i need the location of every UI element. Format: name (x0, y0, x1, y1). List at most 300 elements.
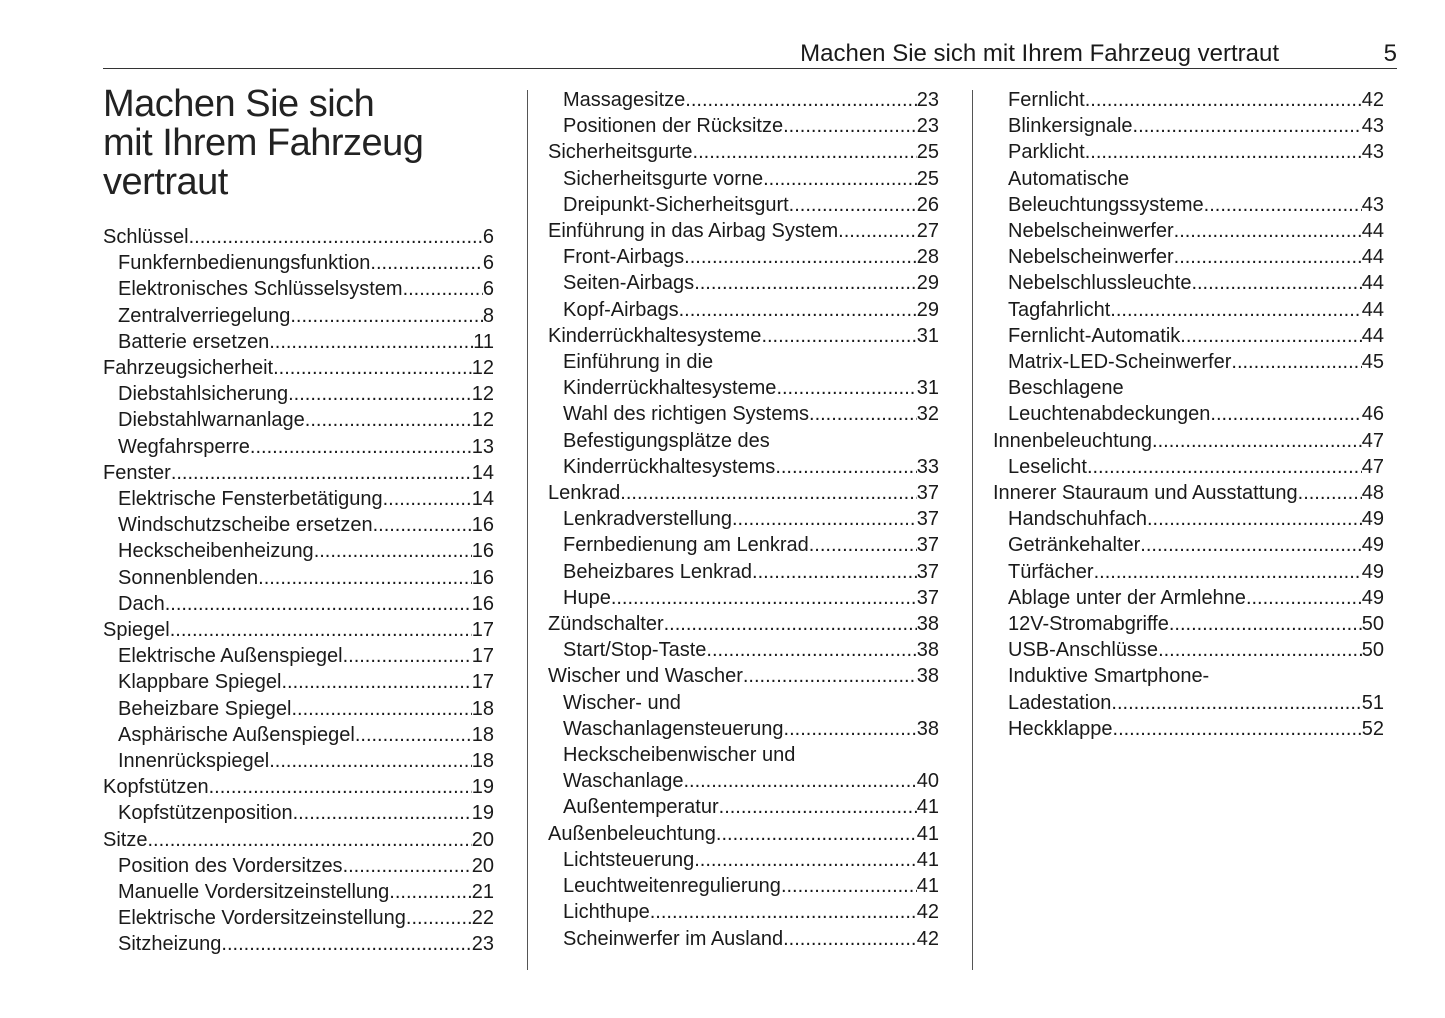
toc-subentry[interactable] (103, 512, 494, 538)
toc-entry-title: Elektrische Fensterbetätigung (118, 488, 383, 511)
toc-entry-page: 8 (482, 304, 494, 327)
toc-subentry[interactable] (103, 565, 494, 591)
toc-entry-page: 25 (916, 141, 939, 164)
toc-entry-prefix[interactable]: Induktive Smartphone- (1008, 665, 1210, 688)
toc-entry-title: Matrix-LED-Scheinwerfer (1008, 351, 1232, 374)
toc-entry-page: 12 (471, 357, 494, 380)
toc-subentry[interactable] (103, 250, 494, 276)
toc-entry-title: Zentralverriegelung (118, 304, 291, 327)
dot-leader (1133, 113, 1362, 139)
toc-entry-page: 42 (916, 901, 939, 924)
toc-entry-title: Batterie ersetzen (118, 330, 270, 353)
dot-leader (269, 748, 472, 774)
toc-entry-page: 18 (471, 723, 494, 746)
page-title-line: vertraut (103, 161, 228, 203)
toc-entry-page: 23 (916, 115, 939, 138)
toc-entry-page: 14 (471, 461, 494, 484)
toc-entry-title: Blinkersignale (1008, 115, 1133, 138)
toc-entry-title: Massagesitze (563, 89, 686, 111)
toc-entry-title: Position des Vordersitzes (118, 854, 343, 877)
toc-entry-page: 26 (916, 193, 939, 216)
dot-leader (403, 276, 483, 302)
toc-entry-page: 49 (1361, 560, 1384, 583)
toc-entry-title: Beleuchtungssysteme (1008, 193, 1204, 216)
toc-subentry[interactable] (548, 401, 939, 427)
dot-leader (189, 224, 483, 250)
toc-entry-page: 14 (471, 488, 494, 511)
toc-entry-prefix[interactable]: Beschlagene (1008, 377, 1124, 400)
toc-entry-page: 29 (916, 272, 939, 295)
toc-subentry[interactable] (103, 434, 494, 460)
toc-entry-page: 47 (1361, 429, 1384, 452)
toc-entry-title: Front-Airbags (563, 246, 685, 269)
dot-leader (343, 853, 472, 879)
toc-entry-page: 6 (482, 226, 494, 248)
toc-entry-title: Windschutzscheibe ersetzen (118, 514, 373, 537)
toc-subentry[interactable] (993, 506, 1384, 532)
toc-entry-title: Parklicht (1008, 141, 1085, 164)
dot-leader (789, 192, 917, 218)
toc-entry[interactable] (548, 611, 939, 637)
dot-leader (165, 591, 472, 617)
toc-subentry[interactable] (548, 297, 939, 323)
toc-entry-page: 41 (916, 875, 939, 898)
toc-entry-prefix[interactable]: Einführung in die (563, 351, 714, 374)
toc-entry[interactable] (548, 218, 939, 244)
toc-entry-page: 23 (916, 89, 939, 111)
toc-subentry[interactable] (548, 899, 939, 925)
toc-entry-page: 41 (916, 848, 939, 871)
toc-entry-title: Leuchtenabdeckungen (1008, 403, 1211, 426)
toc-subentry[interactable] (548, 585, 939, 611)
toc-entry-page: 44 (1361, 324, 1384, 347)
toc-entry-title: Leselicht (1008, 455, 1087, 478)
dot-leader (743, 663, 917, 689)
toc-column-2 (548, 87, 939, 952)
dot-leader (147, 827, 471, 853)
toc-subentry[interactable] (103, 407, 494, 433)
dot-leader (664, 611, 917, 637)
toc-entry-page: 28 (916, 246, 939, 269)
dot-leader (719, 794, 917, 820)
toc-subentry[interactable] (103, 800, 494, 826)
dot-leader (809, 401, 917, 427)
toc-subentry[interactable] (993, 532, 1384, 558)
toc-entry-title: Kopfstützenposition (118, 802, 293, 825)
dot-leader (290, 303, 483, 329)
toc-entry-page: 17 (471, 619, 494, 642)
toc-entry-title: Einführung in das Airbag System (548, 220, 839, 243)
dot-leader (683, 768, 916, 794)
toc-entry[interactable] (993, 428, 1384, 454)
toc-entry-page: 40 (916, 770, 939, 793)
toc-entry-page: 46 (1361, 403, 1384, 426)
toc-entry-page: 42 (916, 927, 939, 950)
toc-entry-prefix[interactable]: Befestigungsplätze des (563, 429, 770, 452)
toc-entry-page: 19 (471, 776, 494, 799)
toc-entry-title: Ladestation (1008, 691, 1112, 714)
dot-leader (373, 512, 472, 538)
toc-subentry[interactable] (103, 669, 494, 695)
toc-entry-page: 25 (916, 167, 939, 190)
toc-entry-title: Manuelle Vordersitzeinstellung (118, 881, 390, 904)
dot-leader (684, 244, 917, 270)
toc-subentry[interactable] (103, 591, 494, 617)
column-divider (972, 90, 973, 970)
toc-entry-page: 41 (916, 796, 939, 819)
toc-subentry[interactable] (103, 276, 494, 302)
dot-leader (389, 879, 471, 905)
dot-leader (209, 774, 472, 800)
toc-entry-page: 38 (916, 639, 939, 662)
dot-leader (1111, 690, 1361, 716)
toc-entry[interactable] (993, 480, 1384, 506)
toc-subentry[interactable] (993, 297, 1384, 323)
toc-entry-title: Handschuhfach (1008, 508, 1147, 531)
toc-subentry[interactable] (993, 690, 1384, 716)
toc-subentry[interactable] (993, 218, 1384, 244)
header-title: Machen Sie sich mit Ihrem Fahrzeug vertraut (800, 40, 1279, 67)
toc-subentry[interactable] (993, 113, 1384, 139)
toc-subentry[interactable] (993, 637, 1384, 663)
toc-subentry[interactable] (993, 139, 1384, 165)
toc-entry-page: 43 (1361, 193, 1384, 216)
toc-entry-title: Schlüssel (103, 226, 189, 248)
toc-entry-page: 6 (482, 252, 494, 275)
toc-subentry[interactable] (103, 486, 494, 512)
dot-leader (1110, 297, 1361, 323)
toc-entry-title: Sitzheizung (118, 933, 222, 956)
toc-subentry[interactable] (993, 559, 1384, 585)
page-title-line: Machen Sie sich (103, 83, 375, 125)
toc-subentry[interactable] (993, 192, 1384, 218)
dot-leader (383, 486, 472, 512)
toc-subentry[interactable] (548, 532, 939, 558)
toc-entry-page: 29 (916, 298, 939, 321)
toc-entry-page: 33 (916, 455, 939, 478)
toc-entry-page: 16 (471, 514, 494, 537)
dot-leader (679, 297, 917, 323)
dot-leader (1158, 637, 1362, 663)
toc-entry-prefix[interactable]: Heckscheibenwischer und (563, 744, 796, 767)
toc-entry-title: Nebelscheinwerfer (1008, 220, 1174, 243)
dot-leader (784, 716, 917, 742)
toc-entry-page: 50 (1361, 613, 1384, 636)
dot-leader (370, 250, 482, 276)
toc-subentry[interactable] (548, 375, 939, 401)
toc-entry-title: Zündschalter (548, 613, 664, 636)
toc-entry[interactable] (103, 355, 494, 381)
toc-entry-title: Sitze (103, 828, 148, 851)
toc-subentry[interactable] (103, 931, 494, 957)
toc-entry-prefix[interactable]: Wischer- und (563, 691, 681, 714)
toc-subentry[interactable] (548, 244, 939, 270)
toc-entry-title: Heckscheibenheizung (118, 540, 314, 563)
toc-subentry[interactable] (548, 166, 939, 192)
toc-entry-title: Dreipunkt-Sicherheitsgurt (563, 193, 789, 216)
toc-entry-title: Türfächer (1008, 560, 1094, 583)
toc-entry-page: 22 (471, 907, 494, 930)
toc-entry-title: Sicherheitsgurte vorne (563, 167, 764, 190)
toc-entry-title: Außenbeleuchtung (548, 822, 716, 845)
toc-entry-title: Waschanlagensteuerung (563, 717, 784, 740)
toc-entry-title: Wahl des richtigen Systems (563, 403, 810, 426)
toc-entry-page: 6 (482, 278, 494, 301)
dot-leader (783, 113, 917, 139)
toc-entry-title: Scheinwerfer im Ausland (563, 927, 784, 950)
toc-entry-title: Fenster (103, 461, 171, 484)
dot-leader (763, 166, 917, 192)
page-title-line: mit Ihrem Fahrzeug (103, 122, 424, 164)
dot-leader (1210, 401, 1361, 427)
dot-leader (1298, 480, 1362, 506)
toc-subentry[interactable] (103, 329, 494, 355)
toc-entry-page: 47 (1361, 455, 1384, 478)
toc-entry[interactable] (103, 460, 494, 486)
toc-entry-page: 49 (1361, 534, 1384, 557)
dot-leader (706, 637, 916, 663)
toc-entry-title: Heckklappe (1008, 717, 1113, 740)
toc-subentry[interactable] (548, 506, 939, 532)
toc-entry-page: 37 (916, 482, 939, 505)
toc-entry-title: Innenbeleuchtung (993, 429, 1153, 452)
toc-entry-page: 50 (1361, 639, 1384, 662)
toc-subentry[interactable] (103, 696, 494, 722)
dot-leader (1094, 559, 1362, 585)
dot-leader (694, 847, 917, 873)
toc-entry-title: Kinderrückhaltesystems (563, 455, 776, 478)
toc-entry-prefix[interactable]: Automatische (1008, 167, 1130, 190)
toc-entry-title: Fahrzeugsicherheit (103, 357, 274, 380)
dot-leader (1113, 716, 1362, 742)
toc-entry-page: 16 (471, 566, 494, 589)
dot-leader (1174, 244, 1362, 270)
toc-subentry[interactable] (548, 270, 939, 296)
toc-entry-title: Außentemperatur (563, 796, 719, 819)
toc-entry-title: Lichtsteuerung (563, 848, 695, 871)
toc-entry-title: Beheizbare Spiegel (118, 697, 292, 720)
toc-subentry[interactable] (993, 454, 1384, 480)
dot-leader (305, 407, 472, 433)
toc-entry[interactable] (548, 323, 939, 349)
toc-entry-title: Wegfahrsperre (118, 435, 250, 458)
toc-entry-page: 20 (471, 828, 494, 851)
toc-entry-page: 21 (471, 881, 494, 904)
toc-entry-title: Sonnenblenden (118, 566, 259, 589)
toc-entry-title: Seiten-Airbags (563, 272, 695, 295)
dot-leader (752, 559, 917, 585)
dot-leader (1140, 532, 1361, 558)
toc-subentry[interactable] (548, 637, 939, 663)
toc-entry-page: 37 (916, 586, 939, 609)
toc-subentry[interactable] (103, 853, 494, 879)
toc-entry-title: Dach (118, 592, 165, 615)
toc-entry-title: Leuchtweitenregulierung (563, 875, 781, 898)
dot-leader (291, 696, 471, 722)
toc-entry-page: 38 (916, 717, 939, 740)
toc-subentry[interactable] (993, 401, 1384, 427)
toc-entry-title: Kinderrückhaltesysteme (563, 377, 777, 400)
toc-entry-page: 20 (471, 854, 494, 877)
toc-subentry[interactable] (548, 794, 939, 820)
toc-entry[interactable] (103, 827, 494, 853)
toc-entry-page: 43 (1361, 115, 1384, 138)
toc-subentry[interactable] (993, 87, 1384, 113)
toc-entry[interactable] (548, 821, 939, 847)
toc-entry[interactable] (103, 774, 494, 800)
toc-entry-title: Fernlicht (1008, 89, 1085, 111)
toc-entry-page: 52 (1361, 717, 1384, 740)
toc-entry-title: Tagfahrlicht (1008, 298, 1111, 321)
dot-leader (1147, 506, 1362, 532)
dot-leader (1204, 192, 1362, 218)
toc-column-1 (103, 224, 494, 958)
toc-entry-page: 17 (471, 645, 494, 668)
toc-subentry[interactable] (548, 113, 939, 139)
toc-subentry[interactable] (548, 454, 939, 480)
toc-subentry[interactable] (548, 87, 939, 113)
toc-subentry[interactable] (548, 847, 939, 873)
toc-entry-page: 37 (916, 560, 939, 583)
toc-subentry[interactable] (548, 192, 939, 218)
toc-subentry[interactable] (993, 270, 1384, 296)
dot-leader (1087, 454, 1362, 480)
toc-entry-title: Kinderrückhaltesysteme (548, 324, 762, 347)
dot-leader (611, 585, 917, 611)
toc-entry-title: Lichthupe (563, 901, 650, 924)
toc-subentry[interactable] (103, 381, 494, 407)
toc-subentry[interactable] (103, 643, 494, 669)
toc-subentry[interactable] (548, 926, 939, 952)
toc-subentry[interactable] (993, 716, 1384, 742)
toc-entry-title: Positionen der Rücksitze (563, 115, 784, 138)
dot-leader (1191, 270, 1361, 296)
dot-leader (314, 538, 472, 564)
toc-entry-page: 31 (916, 324, 939, 347)
toc-entry-title: Spiegel (103, 619, 170, 642)
toc-subentry[interactable] (993, 323, 1384, 349)
dot-leader (809, 532, 917, 558)
dot-leader (1169, 611, 1362, 637)
toc-entry[interactable] (548, 480, 939, 506)
toc-entry-title: Lenkradverstellung (563, 508, 732, 531)
toc-entry-page: 38 (916, 665, 939, 688)
dot-leader (783, 926, 917, 952)
toc-subentry[interactable] (993, 244, 1384, 270)
toc-entry-page: 41 (916, 822, 939, 845)
toc-entry-page: 37 (916, 508, 939, 531)
toc-entry-page: 12 (471, 383, 494, 406)
toc-subentry[interactable] (548, 768, 939, 794)
toc-entry-title: Fernlicht-Automatik (1008, 324, 1181, 347)
dot-leader (1246, 585, 1362, 611)
dot-leader (355, 722, 472, 748)
toc-entry-title: Hupe (563, 586, 611, 609)
toc-entry-title: Innerer Stauraum und Ausstattung (993, 482, 1298, 505)
toc-entry-title: Innenrückspiegel (118, 750, 270, 773)
dot-leader (716, 821, 917, 847)
dot-leader (258, 565, 472, 591)
toc-entry-page: 13 (471, 435, 494, 458)
toc-subentry[interactable] (993, 585, 1384, 611)
toc-entry-title: Diebstahlsicherung (118, 383, 289, 406)
toc-entry-title: Elektrische Außenspiegel (118, 645, 343, 668)
toc-entry-page: 12 (471, 409, 494, 432)
toc-entry-title: Fernbedienung am Lenkrad (563, 534, 809, 557)
toc-subentry[interactable] (103, 303, 494, 329)
toc-entry-page: 19 (471, 802, 494, 825)
toc-entry-page: 17 (471, 671, 494, 694)
toc-subentry[interactable] (103, 722, 494, 748)
toc-entry-page: 44 (1361, 298, 1384, 321)
toc-entry-title: Sicherheitsgurte (548, 141, 693, 164)
dot-leader (170, 617, 472, 643)
toc-entry-page: 44 (1361, 272, 1384, 295)
toc-entry-page: 38 (916, 613, 939, 636)
toc-entry[interactable] (548, 663, 939, 689)
toc-entry[interactable] (103, 617, 494, 643)
dot-leader (406, 905, 472, 931)
dot-leader (293, 800, 472, 826)
dot-leader (650, 899, 917, 925)
toc-subentry[interactable] (103, 748, 494, 774)
toc-entry-page: 27 (916, 220, 939, 243)
toc-entry-title: Klappbare Spiegel (118, 671, 282, 694)
toc-subentry[interactable] (103, 905, 494, 931)
dot-leader (1085, 87, 1362, 113)
toc-subentry[interactable] (548, 873, 939, 899)
toc-entry-title: USB-Anschlüsse (1008, 639, 1159, 662)
dot-leader (171, 460, 472, 486)
dot-leader (685, 87, 916, 113)
toc-entry-page: 16 (471, 540, 494, 563)
toc-entry-page: 49 (1361, 508, 1384, 531)
dot-leader (288, 381, 472, 407)
dot-leader (838, 218, 917, 244)
toc-entry-page: 42 (1361, 89, 1384, 111)
toc-entry[interactable] (103, 224, 494, 250)
dot-leader (1152, 428, 1362, 454)
toc-entry-page: 23 (471, 933, 494, 956)
toc-subentry[interactable] (103, 879, 494, 905)
toc-entry-page: 11 (473, 330, 494, 353)
toc-entry-title: Kopf-Airbags (563, 298, 679, 321)
dot-leader (761, 323, 916, 349)
dot-leader (1174, 218, 1362, 244)
toc-entry-title: Elektrische Vordersitzeinstellung (118, 907, 406, 930)
toc-entry-page: 44 (1361, 220, 1384, 243)
dot-leader (732, 506, 917, 532)
toc-entry-page: 32 (916, 403, 939, 426)
dot-leader (775, 454, 916, 480)
toc-entry-title: Lenkrad (548, 482, 621, 505)
toc-entry-title: Elektronisches Schlüsselsystem (118, 278, 403, 301)
toc-subentry[interactable] (993, 611, 1384, 637)
toc-entry-page: 49 (1361, 586, 1384, 609)
dot-leader (693, 139, 917, 165)
toc-subentry[interactable] (103, 538, 494, 564)
toc-subentry[interactable] (993, 349, 1384, 375)
column-divider (527, 90, 528, 970)
toc-entry-title: Waschanlage (563, 770, 684, 793)
toc-subentry[interactable] (548, 716, 939, 742)
toc-subentry[interactable] (548, 559, 939, 585)
toc-entry-page: 43 (1361, 141, 1384, 164)
toc-entry-title: Getränkehalter (1008, 534, 1141, 557)
toc-entry[interactable] (548, 139, 939, 165)
dot-leader (1180, 323, 1361, 349)
toc-entry-page: 18 (471, 697, 494, 720)
